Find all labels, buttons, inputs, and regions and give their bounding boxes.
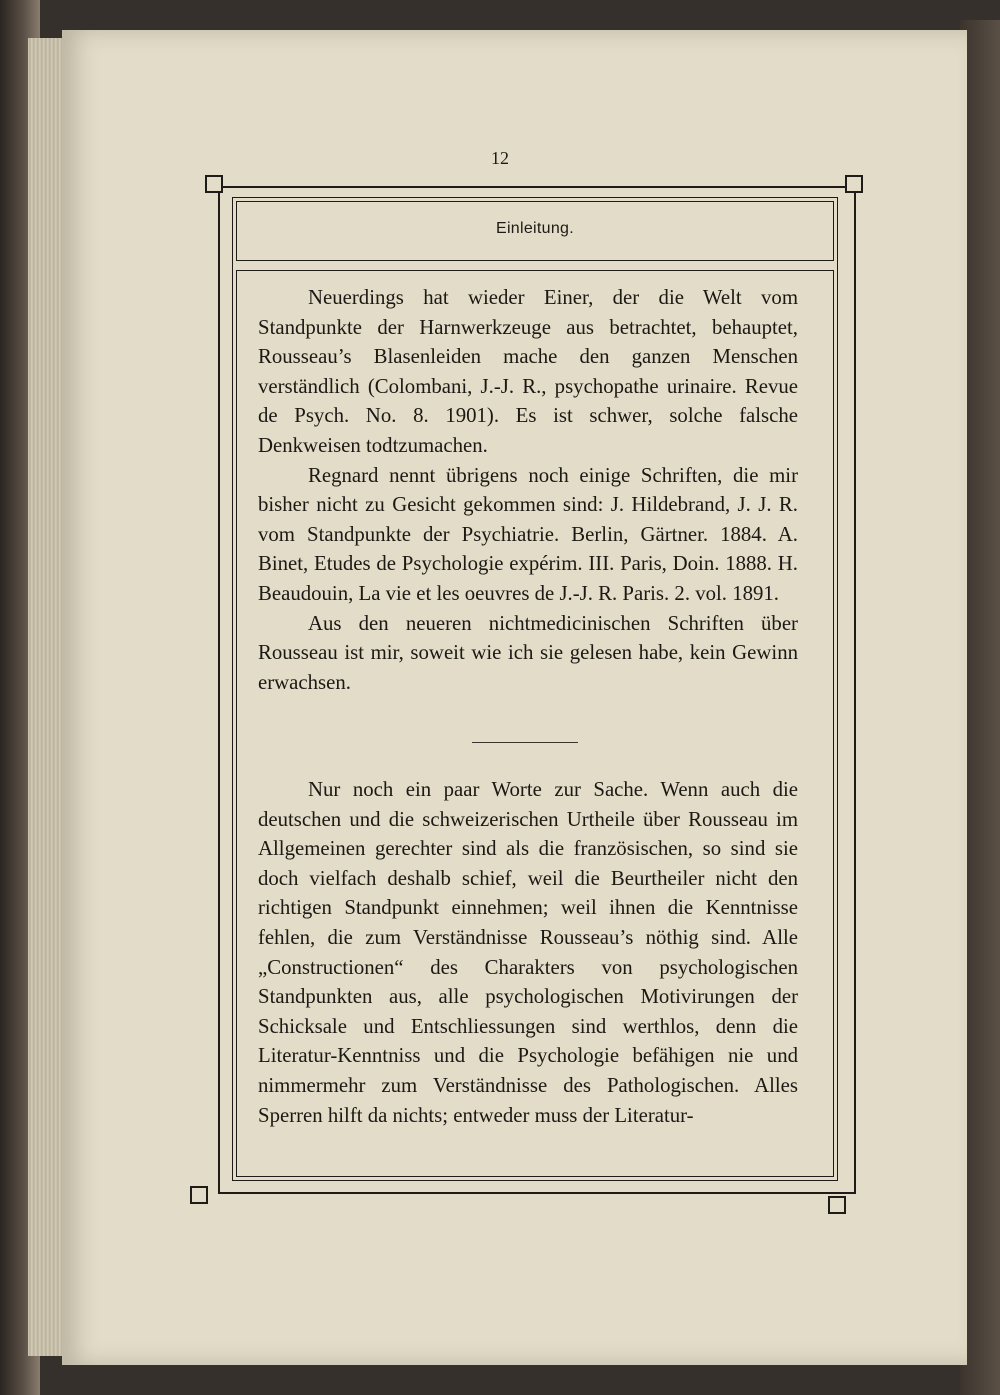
frame-corner-bottom-right [828, 1196, 846, 1214]
section-divider-rule [472, 742, 578, 743]
paragraph: Nur noch ein paar Worte zur Sache. Wenn auch die deutschen und die schweizerischen Urtheile über Rousseau im Allgemeinen gerechter sind als die französischen, so sind sie doch vielfach deshalb schief, weil die Beurtheiler nicht den richtigen Standpunkt einnehmen; weil ihnen die Kenntnisse fehlen, die zum Verständnisse Rousseau’s nöthig sind. Alle „Constructionen“ des Charakters von psychologischen Standpunkten aus, alle psychologischen Motivirungen der Schicksale und Entschliessungen sind werthlos, denn die Literatur-Kenntniss und die Psychologie befähigen nie und nimmermehr zum Verständnisse des Pathologischen. Alles Sperren hilft da nichts; entweder muss der Literatur- [258, 778, 798, 1127]
body-text-section-1 [258, 283, 798, 697]
frame-corner-bottom-left [190, 1186, 208, 1204]
body-text-section-2 [258, 775, 798, 1130]
running-header-title: Einleitung. [495, 220, 575, 237]
frame-corner-top-left [205, 175, 223, 193]
frame-corner-top-right [845, 175, 863, 193]
page-number: 12 [491, 148, 509, 168]
paragraph: Aus den neueren nichtmedicinischen Schriften über Rousseau ist mir, soweit wie ich sie gelesen habe, kein Gewinn erwachsen. [258, 611, 798, 694]
paragraph: Regnard nennt übrigens noch einige Schriften, die mir bisher nicht zu Gesicht gekommen sind: J. Hildebrand, J. J. R. vom Standpunkte der Psychiatrie. Berlin, Gärtner. 1884. A. Binet, Etudes de Psychologie expérim. III. Paris, Doin. 1888. H. Beaudouin, La vie et les oeuvres de J.-J. R. Paris. 2. vol. 1891. [258, 463, 798, 605]
paragraph: Neuerdings hat wieder Einer, der die Welt vom Standpunkte der Harnwerkzeuge aus betrachtet, behauptet, Rousseau’s Blasenleiden mache den ganzen Menschen verständlich (Colombani, J.-J. R., psychopathe urinaire. Revue de Psych. No. 8. 1901). Es ist schwer, solche falsche Denkweisen todtzumachen. [258, 286, 798, 457]
